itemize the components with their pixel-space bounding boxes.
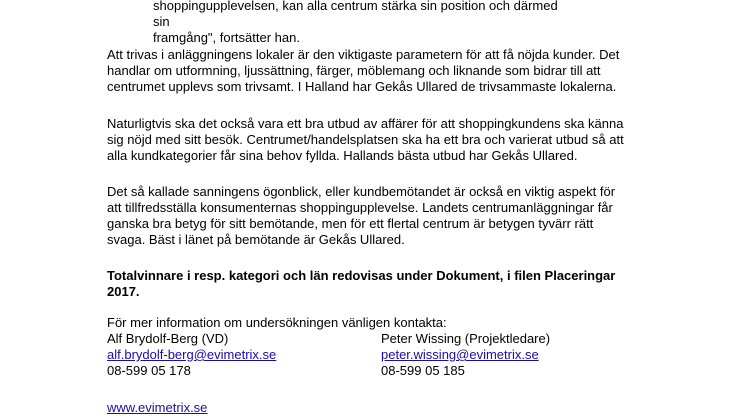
contact-intro: För mer information om undersökningen vänligen kontakta: [107, 315, 447, 330]
website-link[interactable]: www.evimetrix.se [107, 400, 208, 415]
quote-continuation [153, 0, 573, 46]
paragraph-selection: Naturligtvis ska det också vara ett bra utbud av affärer för att shoppingkundens ska känna sig nöjd med sitt besök. Centrumet/handelsplatsen ska ha ett bra och varierat utbud så att alla kundkategorier får sina behov fyllda. Hallands bästa utbud har Gekås Ullared. [107, 116, 624, 163]
contact-email-2-link[interactable]: peter.wissing@evimetrix.se [381, 347, 539, 362]
paragraph-premises: Att trivas i anläggningens lokaler är den viktigaste parametern för att få nöjda kunder. Det handlar om utformning, ljussättning, färger, möblemang och liknande som bidrar till att centrumet upplevs som trivsamt. I Halland har Gekås Ullared de trivsammaste lokalerna. [107, 47, 620, 94]
bold-note: Totalvinnare i resp. kategori och län redovisas under Dokument, i filen Placeringar 2017. [107, 268, 616, 299]
contact-phone-1: 08-599 05 178 [107, 363, 191, 378]
contact-name-1: Alf Brydolf-Berg (VD) [107, 331, 229, 346]
contact-email-1-link[interactable]: alf.brydolf-berg@evimetrix.se [107, 347, 277, 362]
contact-phone-2: 08-599 05 185 [381, 363, 465, 378]
contact-section [107, 315, 667, 379]
contact-name-2: Peter Wissing (Projektledare) [381, 331, 551, 346]
paragraph-service: Det så kallade sanningens ögonblick, eller kundbemötandet är också en viktig aspekt för att tillfredsställa konsumenternas shoppingupplevelse. Landets centrumanläggningar får ganska bra betyg för sitt bemötande, men för ett flertal centrum är betygen tyvärr rätt svaga. Bäst i länet på bemötande är Gekås Ullared. [107, 184, 616, 247]
quote-line-1: shoppingupplevelsen, kan alla centrum stärka sin position och därmed sin [153, 0, 558, 29]
quote-line-2: framgång", fortsätter han. [153, 30, 300, 45]
